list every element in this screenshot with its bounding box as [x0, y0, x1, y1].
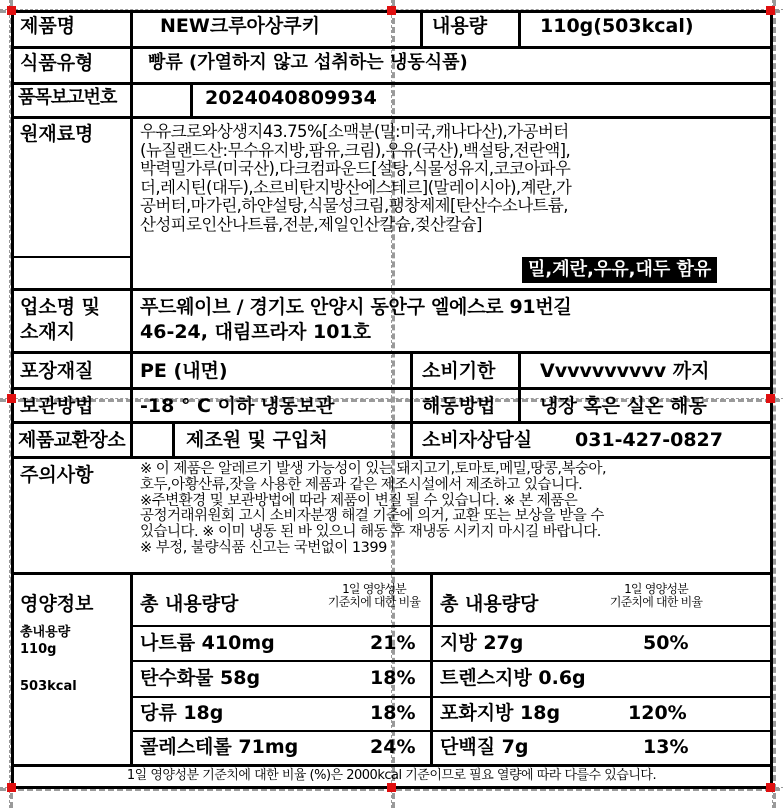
- resize-handle[interactable]: [766, 394, 775, 403]
- nutrient-name: 탄수화물 58g: [140, 667, 261, 689]
- caution-line: 있습니다. ※ 이미 냉동 된 바 있으니 해동 후 재냉동 시키지 마시길 바랍니다.: [140, 524, 601, 541]
- nutrition-dv-header-right: [600, 583, 712, 609]
- nutrition-label: 영양정보: [20, 593, 94, 615]
- product-name-label: 제품명: [20, 15, 76, 37]
- manufacturer-address-line1: 푸드웨이브 / 경기도 안양시 동안구 엘에스로 91번길: [140, 296, 572, 318]
- caution-line: ※ 부정, 불량식품 신고는 국번없이 1399: [140, 539, 387, 556]
- report-number-label: 품목보고번호: [18, 87, 117, 108]
- resize-handle[interactable]: [387, 6, 396, 15]
- exchange-label: 제품교환장소: [18, 429, 126, 451]
- ingredients-text: [140, 123, 571, 235]
- volume-label: 내용량: [432, 15, 488, 37]
- packaging-label: 포장재질: [20, 360, 94, 382]
- nutrient-name: 콜레스테롤 71mg: [140, 736, 299, 758]
- food-type-label: 식품유형: [20, 52, 94, 74]
- ingredients-line: (뉴질랜드산:무수유지방,팜유,크림),우유(국산),백설탕,전란액],: [140, 140, 571, 160]
- ingredients-line: 우유크로와상생지43.75%[소맥분(밀:미국,캐나다산),가공버터: [140, 122, 569, 141]
- dv-header-line2: 기준치에 대한 비율: [327, 595, 421, 609]
- ingredients-line: 더,레시틴(대두),소르비탄지방산에스테르](말레이시아),계란,가: [140, 177, 572, 197]
- storage-label: 보관방법: [20, 395, 94, 417]
- nutrient-pct: 18%: [370, 667, 416, 689]
- nutrition-total-amount: 110g: [20, 642, 57, 657]
- dv-header-line1: 1일 영양성분: [624, 582, 688, 596]
- expiry-value: Vvvvvvvvvv 까지: [540, 360, 710, 382]
- resize-handle[interactable]: [387, 783, 396, 792]
- resize-handle[interactable]: [7, 394, 16, 403]
- nutrient-pct: 18%: [370, 702, 416, 724]
- nutrition-col-header: 총 내용량당: [140, 593, 239, 615]
- caution-line: 공정거래위원회 고시 소비자분쟁 해결 기준에 의거, 교환 또는 보상을 받을 수: [140, 508, 604, 525]
- nutrient-name: 지방 27g: [440, 632, 524, 654]
- nutrient-pct: 120%: [628, 702, 687, 724]
- caution-text: [140, 462, 606, 557]
- thaw-value: 냉장 혹은 실온 해동: [540, 395, 707, 417]
- nutrient-name: 당류 18g: [140, 702, 224, 724]
- nutrition-total-kcal: 503kcal: [20, 679, 77, 694]
- ingredients-line: 박력밀가루(미국산),다크컴파운드[설탕,식물성유지,코코아파우: [140, 159, 571, 179]
- nutrition-total-label: 총내용량: [20, 625, 71, 640]
- exchange-value: 제조원 및 구입처: [186, 429, 328, 451]
- nutrition-col-header-right: 총 내용량당: [440, 593, 539, 615]
- resize-handle[interactable]: [766, 6, 775, 15]
- nutrient-name: 포화지방 18g: [440, 702, 561, 724]
- volume-value: 110g(503kcal): [540, 15, 694, 37]
- manufacturer-label-line2: 소재지: [20, 321, 76, 343]
- ingredients-line: 산성피로인산나트륨,전분,제일인산칼슘,젖산칼슘]: [140, 214, 482, 234]
- food-type-value: 빵류 (가열하지 않고 섭취하는 냉동식품): [148, 52, 468, 73]
- nutrient-pct: 24%: [370, 736, 416, 758]
- caution-line: ※주변환경 및 보관방법에 따라 제품이 변질 될 수 있습니다. ※ 본 제품은: [140, 492, 578, 509]
- consult-phone: 031-427-0827: [575, 429, 723, 451]
- nutrition-footnote: 1일 영양성분 기준치에 대한 비율 (%)은 2000kcal 기준이므로 필요 열량에 따라 다를수 있습니다.: [126, 768, 657, 783]
- resize-handle[interactable]: [766, 783, 775, 792]
- report-number: 2024040809934: [205, 87, 377, 109]
- nutrient-name: 트렌스지방 0.6g: [440, 667, 586, 689]
- expiry-label: 소비기한: [422, 360, 496, 382]
- storage-value: -18 ° C 이하 냉동보관: [140, 395, 335, 417]
- resize-handle[interactable]: [7, 783, 16, 792]
- thaw-label: 해동방법: [422, 395, 496, 417]
- nutrient-name: 나트륨 410mg: [140, 632, 275, 654]
- caution-label: 주의사항: [20, 464, 94, 486]
- manufacturer-address-line2: 46-24, 대림프라자 101호: [140, 321, 371, 343]
- allergen-badge: 밀,계란,우유,대두 함유: [522, 257, 717, 283]
- manufacturer-label-line1: 업소명 및: [20, 296, 101, 318]
- dv-header-line2: 기준치에 대한 비율: [609, 595, 703, 609]
- ingredients-label: 원재료명: [20, 123, 94, 145]
- nutrient-pct: 21%: [370, 632, 416, 654]
- nutrient-pct: 50%: [643, 632, 689, 654]
- resize-handle[interactable]: [7, 6, 16, 15]
- consult-label: 소비자상담실: [422, 429, 533, 451]
- nutrition-dv-header: [318, 583, 430, 609]
- caution-line: ※ 이 제품은 알레르기 발생 가능성이 있는 돼지고기,토마토,메밀,땅콩,복숭아,: [140, 461, 607, 477]
- dv-header-line1: 1일 영양성분: [342, 582, 406, 596]
- packaging-value: PE (내면): [140, 360, 228, 382]
- product-name: NEW크루아상쿠키: [160, 15, 320, 37]
- ingredients-line: 공버터,마가린,하얀설탕,식물성크림,팽창제제[탄산수소나트륨,: [140, 196, 568, 216]
- nutrient-pct: 13%: [643, 736, 689, 758]
- caution-line: 호두,아황산류,잣을 사용한 제품과 같은 제조시설에서 제조하고 있습니다.: [140, 476, 583, 493]
- nutrient-name: 단백질 7g: [440, 736, 529, 758]
